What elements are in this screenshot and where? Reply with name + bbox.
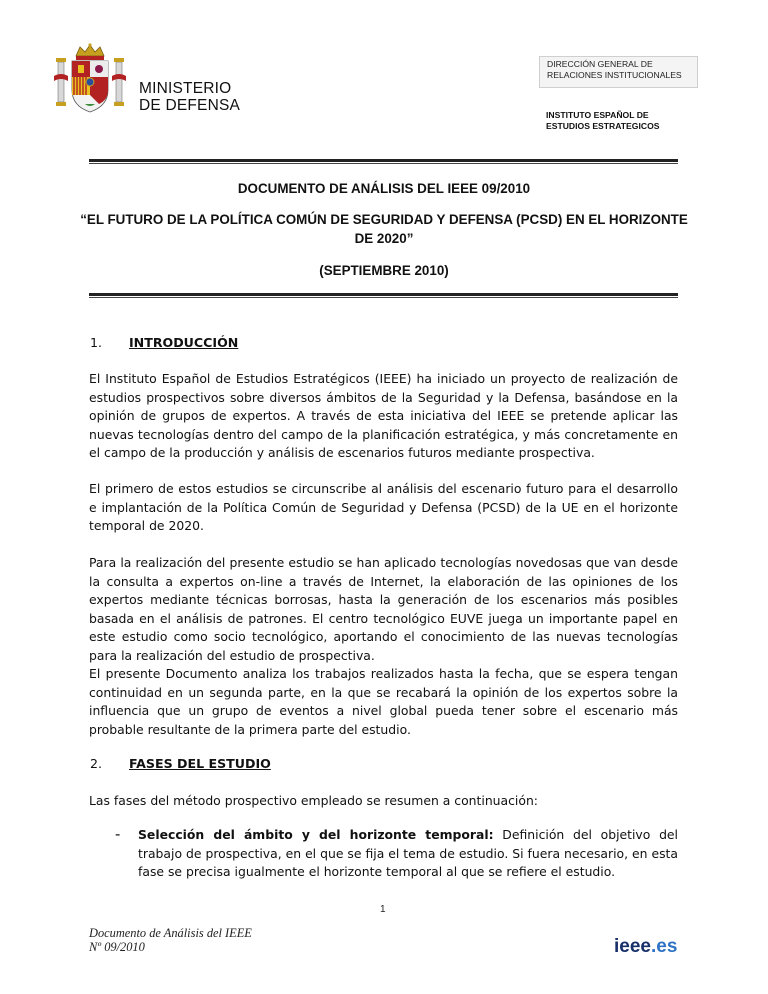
section-1-title: INTRODUCCIÓN bbox=[129, 335, 239, 350]
institute-line-2: ESTUDIOS ESTRATEGICOS bbox=[546, 121, 660, 131]
institute-line-1: INSTITUTO ESPAÑOL DE bbox=[546, 110, 649, 120]
logo-dot: . bbox=[650, 936, 657, 957]
subtitle-line-1: “EL FUTURO DE LA POLÍTICA COMÚN DE SEGURIDAD Y DEFENSA (PCSD) EN EL HORIZONTE bbox=[80, 212, 688, 227]
intro-paragraph-3: Para la realización del presente estudio se han aplicado tecnologías novedosas que van desde la consulta a expertos on-line a través de Internet, la elaboración de las opiniones de los expertos mediante técnicas borrosas, hasta la generación de los escenarios más posibles basada en el análisis de patrones. El centro tecnológico EUVE juega un importante papel en este estudio como socio tecnológico, aportando el conocimiento de las nuevas tecnologías para la realización del estudio de prospectiva. bbox=[89, 555, 678, 663]
section-2-intro: Las fases del método prospectivo empleado se resumen a continuación: bbox=[89, 793, 538, 808]
directorate-line-1: DIRECCIÓN GENERAL DE bbox=[547, 59, 653, 69]
document-title: DOCUMENTO DE ANÁLISIS DEL IEEE 09/2010 bbox=[237, 181, 531, 196]
subtitle-line-2: DE 2020” bbox=[354, 231, 414, 246]
page-number: 1 bbox=[380, 904, 386, 915]
logo-es-text: es bbox=[656, 936, 678, 957]
bullet-item-1 bbox=[138, 826, 678, 882]
section-2-number: 2. bbox=[90, 756, 103, 771]
footer-document-reference bbox=[89, 926, 252, 954]
document-date: (SEPTIEMBRE 2010) bbox=[319, 263, 449, 278]
intro-paragraph-2: El primero de estos estudios se circunscribe al análisis del escenario futuro para el desarrollo e implantación de la Política Común de Seguridad y Defensa (PCSD) de la UE en el horizonte temporal de 2020. bbox=[89, 481, 678, 534]
bullet-item-1-label: Selección del ámbito y del horizonte temporal: bbox=[138, 827, 494, 842]
bottom-divider bbox=[89, 293, 678, 298]
section-1-number: 1. bbox=[90, 335, 103, 350]
footer-line-2: Nº 09/2010 bbox=[89, 940, 145, 954]
intro-paragraph-4: El presente Documento analiza los trabajos realizados hasta la fecha, que se espera tengan continuidad en un segunda parte, en la que se recabará la opinión de los expertos sobre la influencia que un grupo de eventos a nivel global pueda tener sobre el escenario más probable resultante de la primera parte del estudio. bbox=[89, 666, 678, 737]
section-1-heading bbox=[90, 335, 390, 355]
document-subtitle bbox=[70, 210, 698, 248]
footer-line-1: Documento de Análisis del IEEE bbox=[89, 926, 252, 940]
logo-ieee-text: ieee bbox=[614, 936, 651, 957]
intro-paragraph-1: El Instituto Español de Estudios Estratégicos (IEEE) ha iniciado un proyecto de realización de estudios prospectivos sobre diversos ámbitos de la Seguridad y la Defensa, basándose en la opinión de grupos de expertos. A través de esta iniciativa del IEEE se pretende aplicar las nuevas tecnologías dentro del campo de la planificación estratégica, y más concretamente en el campo de la producción y análisis de escenarios futuros mediante prospectiva. bbox=[89, 371, 678, 461]
directorate-label-box bbox=[539, 56, 698, 88]
top-divider bbox=[89, 159, 678, 164]
section-2-title: FASES DEL ESTUDIO bbox=[129, 756, 271, 771]
bullet-item-1-text: Definición del objetivo del trabajo de prospectiva, en el que se fija el tema de estudio. Si fuera necesario, en esta fase se precisa igualmente el horizonte temporal al que se refiere el estudio. bbox=[138, 827, 678, 880]
institute-label bbox=[546, 110, 659, 132]
coat-of-arms-logo bbox=[52, 42, 128, 118]
ieee-logo bbox=[614, 936, 677, 958]
ministry-line-1: MINISTERIO bbox=[139, 80, 232, 97]
ministry-line-2: DE DEFENSA bbox=[139, 97, 241, 114]
bullet-marker: - bbox=[115, 826, 121, 843]
section-2-heading bbox=[90, 756, 390, 776]
directorate-line-2: RELACIONES INSTITUCIONALES bbox=[547, 70, 682, 80]
ministry-name bbox=[139, 80, 240, 114]
